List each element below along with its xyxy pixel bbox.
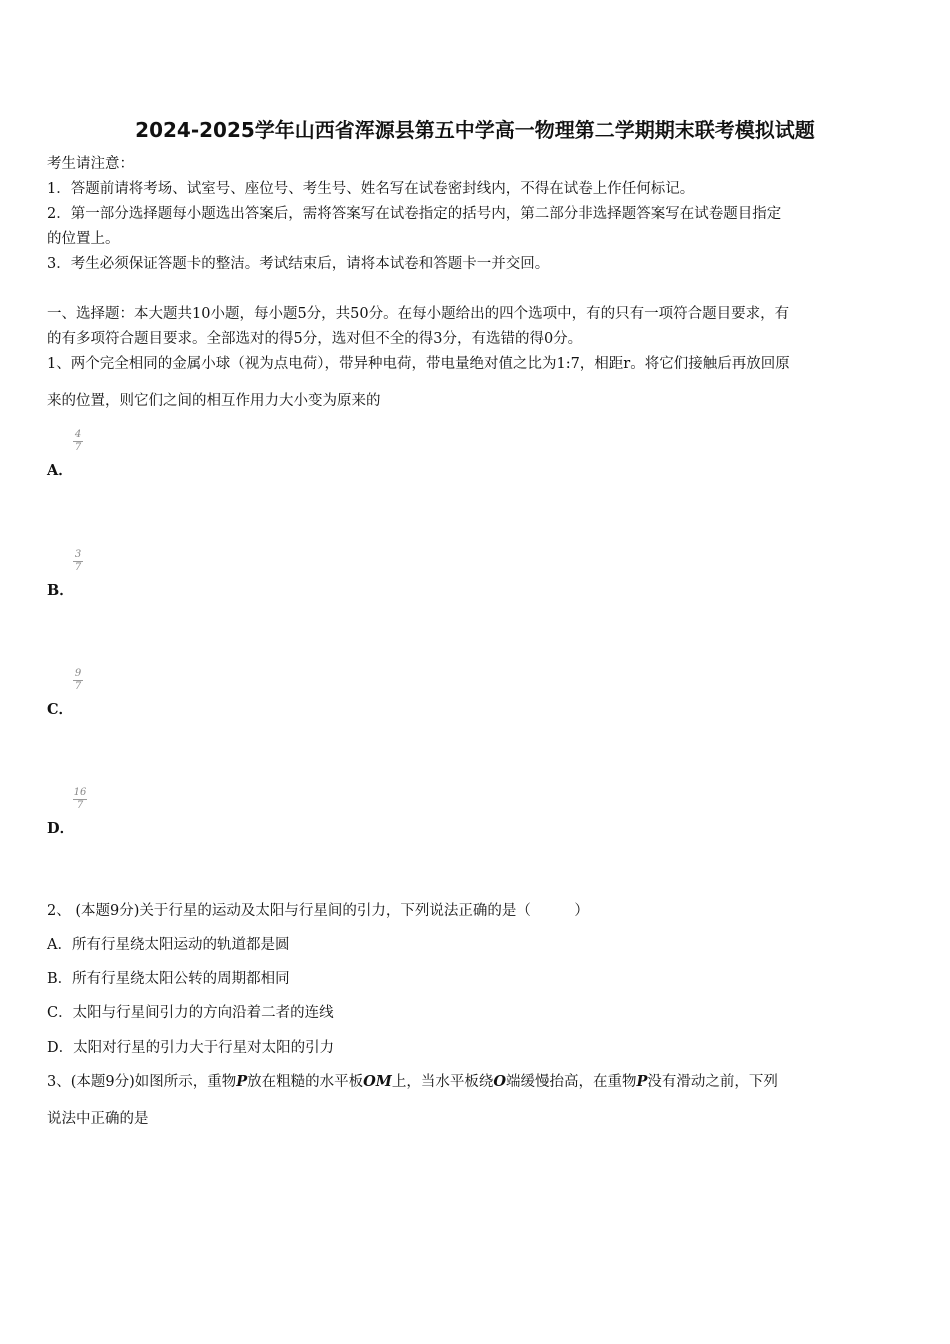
q2-option-c: C．太阳与行星间引力的方向沿着二者的连线 <box>47 1005 334 1021</box>
q3-stem-line2: 说法中正确的是 <box>47 1111 149 1127</box>
q1-stem-line1: 1、两个完全相同的金属小球（视为点电荷），带异种电荷，带电量绝对值之比为1:7，相距r。将它们接触后再放回原 <box>47 356 790 372</box>
q2-option-b: B．所有行星绕太阳公转的周期都相同 <box>47 971 290 987</box>
q3-text-1: 3、(本题9分)如图所示，重物 <box>47 1074 237 1090</box>
q3-stem-line1 <box>47 1070 778 1091</box>
q1-option-b-numerator: 3 <box>74 549 82 560</box>
q1-option-d-fraction <box>73 788 87 811</box>
q3-var-o: O <box>493 1073 506 1090</box>
q3-var-p2: P <box>636 1073 648 1090</box>
q3-text-2: 放在粗糙的水平板 <box>247 1074 364 1090</box>
q1-option-c-fraction <box>73 669 83 692</box>
notice-item-2: 2．第一部分选择题每小题选出答案后，需将答案写在试卷指定的括号内，第二部分非选择题答案写在试卷题目指定 <box>47 206 782 222</box>
q1-option-b-label: B． <box>47 582 74 599</box>
q1-option-d-numerator: 16 <box>73 787 87 798</box>
q2-option-d: D．太阳对行星的引力大于行星对太阳的引力 <box>47 1040 335 1056</box>
q1-stem-line2: 来的位置，则它们之间的相互作用力大小变为原来的 <box>47 393 381 409</box>
q1-option-d-label: D． <box>47 820 75 837</box>
section-intro-line2: 的有多项符合题目要求。全部选对的得5分，选对但不全的得3分，有选错的得0分。 <box>47 331 583 347</box>
q1-option-a-numerator: 4 <box>74 429 82 440</box>
notice-item-1: 1．答题前请将考场、试室号、座位号、考生号、姓名写在试卷密封线内，不得在试卷上作任何标记。 <box>47 181 695 197</box>
q3-text-4: 端缓慢抬高，在重物 <box>506 1074 637 1090</box>
q1-option-d-denominator: 7 <box>76 800 84 811</box>
q3-text-3: 上，当水平板绕 <box>391 1074 494 1090</box>
q1-option-b-fraction <box>73 550 83 573</box>
q1-option-c-label: C． <box>47 701 74 718</box>
notice-heading: 考生请注意： <box>47 156 134 172</box>
q2-stem: 2、 (本题9分)关于行星的运动及太阳与行星间的引力，下列说法正确的是（ ） <box>47 903 589 919</box>
notice-item-3: 3．考生必须保证答题卡的整洁。考试结束后，请将本试卷和答题卡一并交回。 <box>47 256 550 272</box>
q1-option-b-denominator: 7 <box>74 562 82 573</box>
q1-option-c-numerator: 9 <box>74 668 82 679</box>
q2-option-a: A．所有行星绕太阳运动的轨道都是圆 <box>47 937 290 953</box>
q3-var-om: OM <box>363 1073 392 1090</box>
q1-option-a-label: A． <box>47 462 73 479</box>
q3-var-p: P <box>236 1073 248 1090</box>
q1-option-c-denominator: 7 <box>74 681 82 692</box>
section-intro-line1: 一、选择题：本大题共10小题，每小题5分，共50分。在每小题给出的四个选项中，有的只有一项符合题目要求，有 <box>47 306 790 322</box>
notice-item-2-cont: 的位置上。 <box>47 231 120 247</box>
q3-text-5: 没有滑动之前，下列 <box>647 1074 778 1090</box>
page-title: 2024-2025学年山西省浑源县第五中学高一物理第二学期期末联考模拟试题 <box>135 118 815 142</box>
q1-option-a-fraction <box>73 430 83 453</box>
q1-option-a-denominator: 7 <box>74 442 82 453</box>
